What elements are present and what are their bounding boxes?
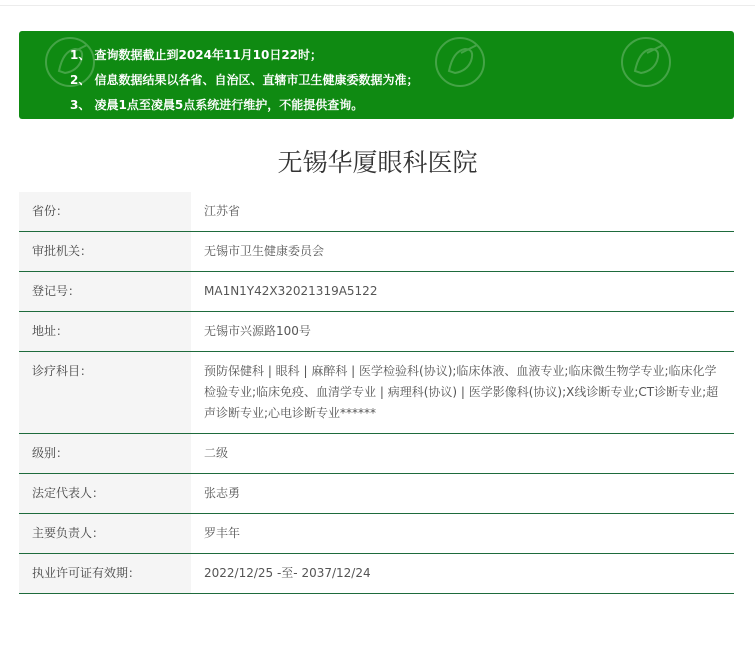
row-value-cell [191, 232, 734, 272]
row-label: 主要负责人： [32, 526, 105, 540]
row-value-cell [191, 554, 734, 594]
notice-line: 2、 信息数据结果以各省、自治区、直辖市卫生健康委数据为准； [70, 73, 419, 87]
row-value: 无锡市卫生健康委员会 [204, 244, 325, 258]
row-value-cell [191, 312, 734, 352]
row-value-cell [191, 272, 734, 312]
row-value: 张志勇 [204, 486, 241, 500]
row-label: 法定代表人： [32, 486, 105, 500]
row-label-cell [19, 312, 191, 352]
row-value-cell [191, 192, 734, 232]
row-label: 级别： [32, 446, 69, 460]
table-row [19, 474, 734, 514]
row-label-cell [19, 232, 191, 272]
row-value-cell [191, 434, 734, 474]
row-label-cell [19, 352, 191, 434]
top-divider [0, 5, 755, 6]
row-label: 登记号： [32, 284, 81, 298]
table-row [19, 272, 734, 312]
row-value-cell [191, 474, 734, 514]
notice-banner [19, 31, 734, 119]
row-label-cell [19, 514, 191, 554]
hospital-info-table [19, 192, 734, 594]
table-row [19, 554, 734, 594]
row-value: 二级 [204, 446, 229, 460]
table-row [19, 192, 734, 232]
row-label: 审批机关： [32, 244, 93, 258]
hospital-name-title: 无锡华厦眼科医院 [277, 148, 478, 177]
row-value: 2022/12/25 -至- 2037/12/24 [204, 566, 371, 580]
notice-line: 1、 查询数据截止到2024年11月10日22时； [70, 48, 323, 62]
row-label-cell [19, 474, 191, 514]
row-label: 省份： [32, 204, 69, 218]
row-value-cell [191, 352, 734, 434]
table-row [19, 312, 734, 352]
row-label: 地址： [32, 324, 69, 338]
row-label-cell [19, 272, 191, 312]
notice-line: 3、 凌晨1点至凌晨5点系统进行维护，不能提供查询。 [70, 98, 364, 112]
row-value: MA1N1Y42X32021319A5122 [204, 284, 378, 298]
notice-list [70, 43, 419, 118]
row-value-cell [191, 514, 734, 554]
table-row [19, 232, 734, 272]
brand-logo-watermark-icon [617, 33, 675, 91]
row-label-cell [19, 434, 191, 474]
table-row [19, 514, 734, 554]
row-value: 预防保健科 | 眼科 | 麻醉科 | 医学检验科(协议);临床体液、血液专业;临床微生物学专业;临床化学检验专业;临床免疫、血清学专业 | 病理科(协议) | 医学影像科(协议);X线诊断专业;CT诊断专业;超声诊断专业;心电诊断专业****** [204, 364, 719, 420]
row-value: 无锡市兴源路100号 [204, 324, 311, 338]
brand-logo-watermark-icon [431, 33, 489, 91]
row-label-cell [19, 554, 191, 594]
table-row [19, 352, 734, 434]
row-label-cell [19, 192, 191, 232]
table-row [19, 434, 734, 474]
row-label: 执业许可证有效期： [32, 566, 141, 580]
row-label: 诊疗科目： [32, 364, 93, 378]
row-value: 罗丰年 [204, 526, 241, 540]
row-value: 江苏省 [204, 204, 241, 218]
